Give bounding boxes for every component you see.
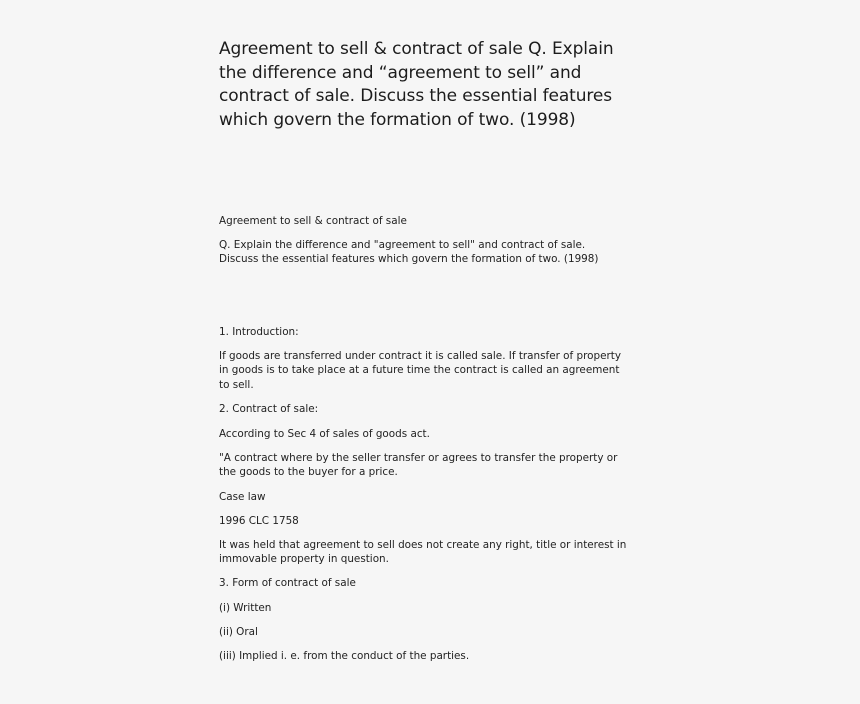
question-paragraph bbox=[219, 238, 598, 267]
section-heading: Agreement to sell & contract of sale bbox=[219, 215, 407, 227]
held-line-2: immovable property in question. bbox=[219, 553, 389, 566]
title-line-1: Agreement to sell & contract of sale Q. Explain bbox=[219, 39, 614, 59]
document-title bbox=[219, 38, 659, 132]
introduction-paragraph bbox=[219, 349, 621, 392]
title-line-3: contract of sale. Discuss the essential features bbox=[219, 86, 613, 106]
intro-line-3: to sell. bbox=[219, 378, 254, 391]
form-item-implied: (iii) Implied i. e. from the conduct of the parties. bbox=[219, 650, 470, 662]
form-item-oral: (ii) Oral bbox=[219, 626, 258, 638]
title-line-2: the difference and “agreement to sell” and bbox=[219, 62, 582, 83]
form-item-written: (i) Written bbox=[219, 602, 272, 614]
contract-of-sale-heading: 2. Contract of sale: bbox=[219, 403, 319, 415]
quote-line-2: the goods to the buyer for a price. bbox=[219, 466, 398, 479]
question-line-1: Q. Explain the difference and "agreement to sell" and contract of sale. bbox=[219, 239, 586, 251]
intro-line-1: If goods are transferred under contract it is called sale. If transfer of property bbox=[219, 350, 621, 362]
introduction-heading: 1. Introduction: bbox=[219, 326, 299, 338]
according-paragraph: According to Sec 4 of sales of goods act. bbox=[219, 428, 430, 440]
intro-line-2: in goods is to take place at a future time the contract is called an agreement bbox=[219, 364, 620, 377]
case-held-paragraph bbox=[219, 538, 626, 567]
question-line-2: Discuss the essential features which govern the formation of two. (1998) bbox=[219, 253, 599, 266]
form-of-contract-heading: 3. Form of contract of sale bbox=[219, 577, 356, 589]
held-line-1: It was held that agreement to sell does not create any right, title or interest in bbox=[219, 539, 627, 551]
definition-quote-paragraph bbox=[219, 451, 617, 480]
quote-line-1: "A contract where by the seller transfer or agrees to transfer the property or bbox=[219, 452, 618, 464]
case-law-label: Case law bbox=[219, 491, 266, 503]
case-citation: 1996 CLC 1758 bbox=[219, 515, 299, 527]
title-line-4: which govern the formation of two. (1998) bbox=[219, 109, 576, 130]
